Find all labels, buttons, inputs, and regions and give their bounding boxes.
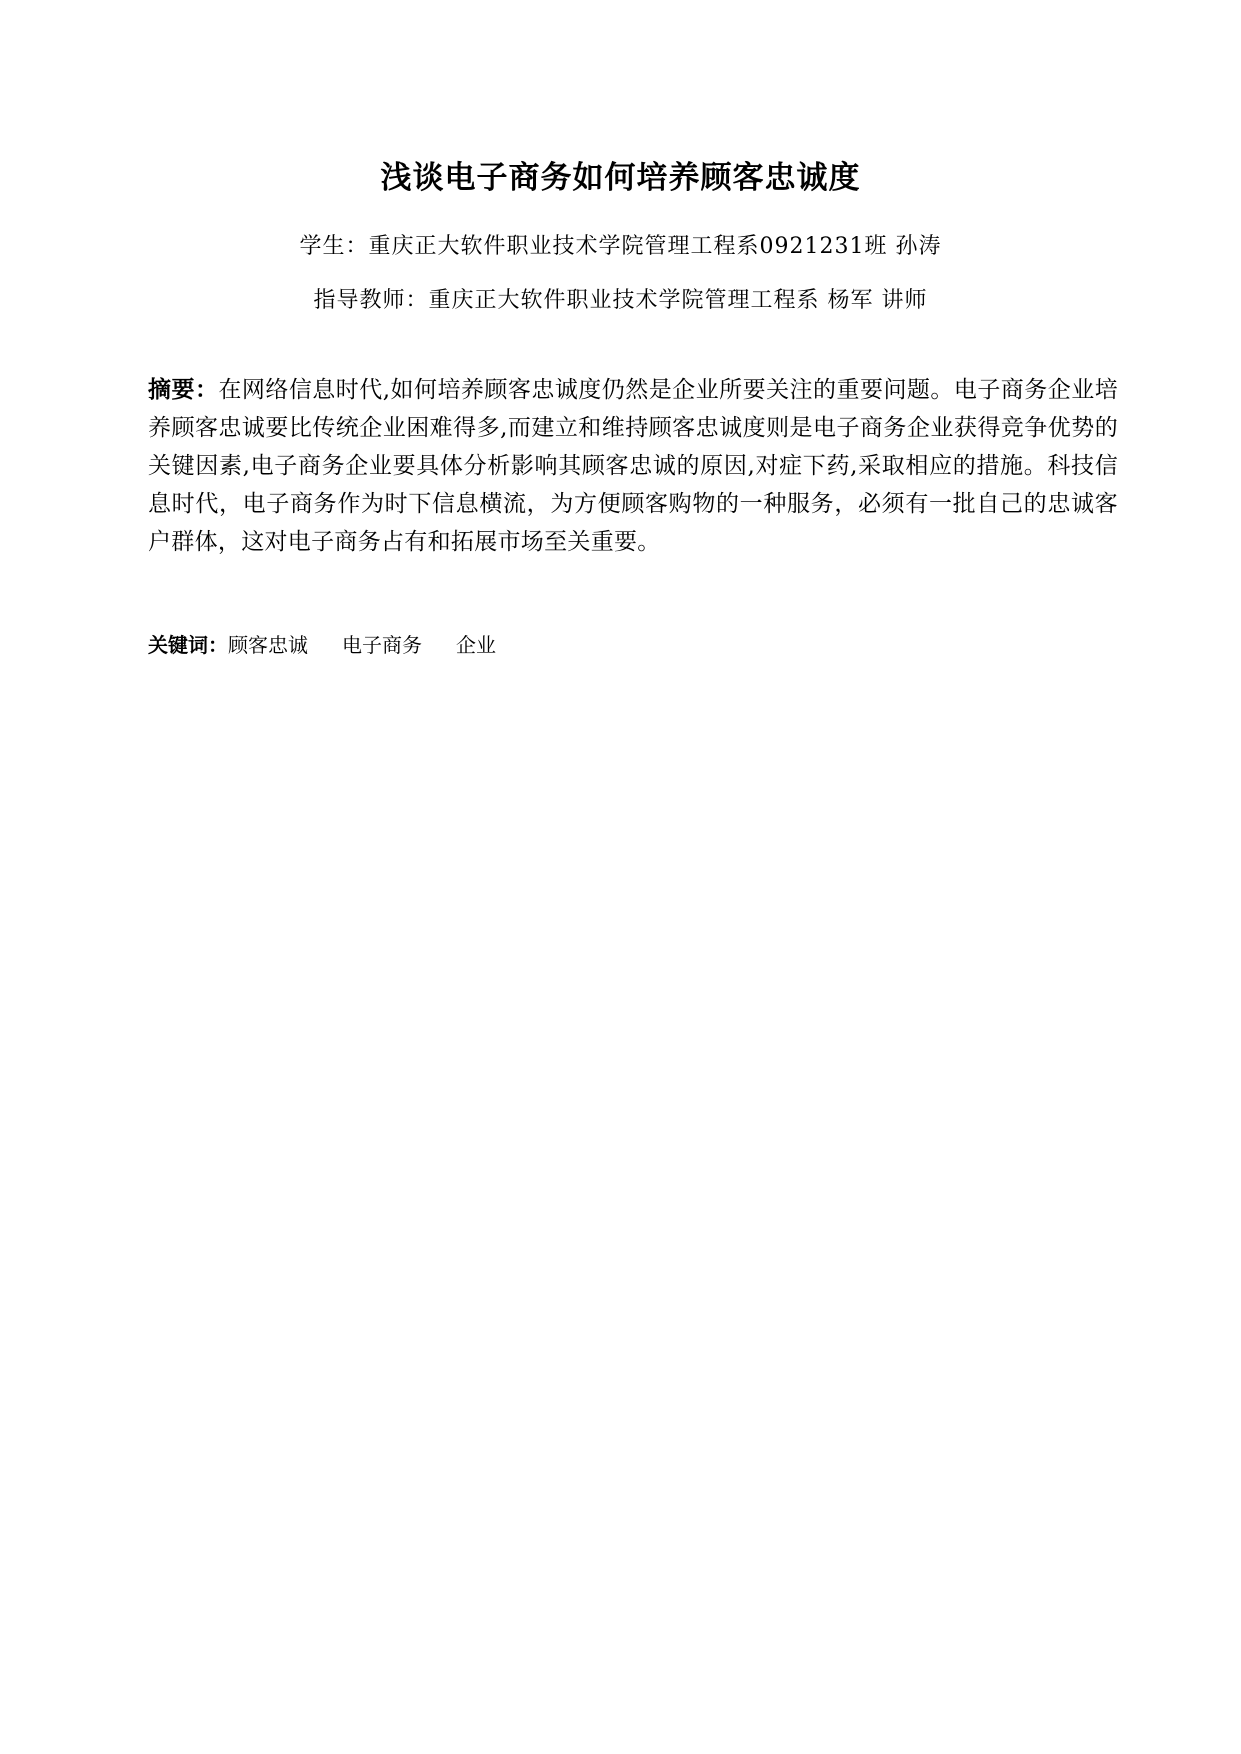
keywords (148, 630, 530, 660)
keyword-item: 电子商务 (342, 633, 422, 657)
student-label: 学生： (299, 234, 369, 259)
advisor-name: 杨军 (827, 288, 874, 313)
abstract (148, 371, 1118, 561)
keywords-label: 关键词： (148, 633, 228, 657)
student-affiliation: 重庆正大软件职业技术学院管理工程系0921231班 (368, 234, 888, 259)
student-line (0, 232, 1241, 262)
paper-title: 浅谈电子商务如何培养顾客忠诚度 (380, 160, 861, 196)
advisor-rank: 讲师 (881, 288, 928, 313)
keyword-item: 顾客忠诚 (228, 633, 308, 657)
abstract-label: 摘要： (148, 377, 219, 403)
advisor-affiliation: 重庆正大软件职业技术学院管理工程系 (428, 288, 820, 313)
student-name: 孙涛 (895, 234, 942, 259)
keyword-item: 企业 (456, 633, 496, 657)
abstract-text: 在网络信息时代,如何培养顾客忠诚度仍然是企业所要关注的重要问题。电子商务企业培养顾客忠诚要比传统企业困难得多,而建立和维持顾客忠诚度则是电子商务企业获得竞争优势的关键因素,电子商务企业要具体分析影响其顾客忠诚的原因,对症下药,采取相应的措施。科技信息时代，电子商务作为时下信息横流，为方便顾客购物的一种服务，必须有一批自己的忠诚客户群体，这对电子商务占有和拓展市场至关重要。 (148, 377, 1118, 555)
advisor-line (0, 286, 1241, 316)
advisor-label: 指导教师： (313, 288, 429, 313)
